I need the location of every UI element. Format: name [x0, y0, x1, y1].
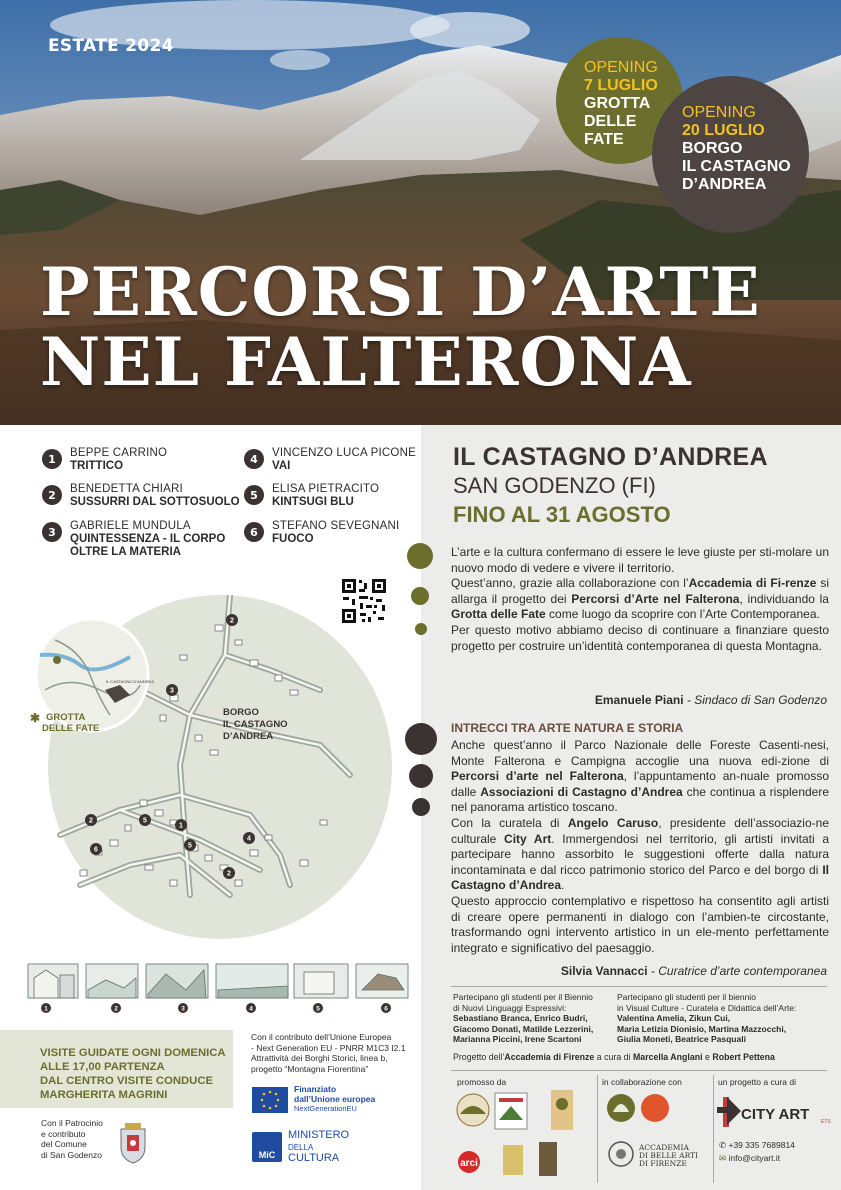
artist-item: [42, 447, 167, 473]
phone-contact[interactable]: ✆ +39 335 7689814: [719, 1140, 795, 1150]
artist-name: STEFANO SEVEGNANI: [272, 520, 400, 532]
map-marker: 2: [230, 617, 234, 625]
artist-number: 6: [244, 522, 264, 542]
collaboration-label: in collaborazione con: [602, 1077, 682, 1087]
artwork-title: OLTRE LA MATERIA: [70, 546, 181, 558]
map-marker: 2: [89, 817, 93, 825]
divider: [451, 986, 827, 987]
ministero-label: CULTURA: [288, 1152, 340, 1164]
map-marker: 4: [247, 835, 251, 843]
eu-line: Attrattività dei Borghi Storici, linea b,: [251, 1053, 388, 1063]
decorative-dot: [407, 543, 433, 569]
opening-place: IL CASTAGNO: [682, 158, 791, 175]
artist-name: BENEDETTA CHIARI: [70, 483, 183, 495]
accademia-label: DI BELLE ARTI: [639, 1151, 699, 1160]
accademia-label: ACCADEMIA: [639, 1143, 689, 1152]
map-label-grotta: DELLE FATE: [42, 723, 100, 734]
divider: [713, 1075, 714, 1183]
artist-number: 5: [244, 485, 264, 505]
map-marker: 2: [227, 870, 231, 878]
mic-icon: MiC: [252, 1132, 282, 1162]
eu-flag-icon: [252, 1087, 288, 1113]
map-label-grotta: GROTTA: [46, 712, 86, 723]
collaborators-logos: [601, 1092, 711, 1187]
opening-date: 7 LUGLIO: [584, 77, 658, 94]
paragraph-text: Per questo motivo abbiamo deciso di continuare a finanziare questo progetto per costruire un’identità contemporanea di questa Montagna.: [451, 622, 829, 653]
signature-mayor: Emanuele Piani - Sindaco di San Godenzo: [594, 693, 827, 707]
opening-place: D’ANDREA: [682, 176, 767, 193]
star-icon: ✱: [30, 711, 41, 725]
email-contact[interactable]: ✉ info@cityart.it: [719, 1153, 781, 1163]
map-marker: 1: [179, 822, 183, 830]
artwork-thumbnails: [26, 960, 410, 1013]
map-label-borgo: IL CASTAGNO: [223, 719, 288, 730]
left-column: [0, 425, 421, 1190]
eu-line: - Next Generation EU - PNRR M1C3 I2.1: [251, 1042, 406, 1053]
artist-item: [42, 520, 225, 559]
decorative-dot: [412, 798, 430, 816]
partner-logo-icon: [641, 1094, 669, 1122]
tour-line: VISITE GUIDATE OGNI DOMENICA: [40, 1047, 226, 1059]
paragraph-text: L’arte e la cultura confermano di essere le leve giuste per sti-molare un nuovo modo di vedere e vivere il territorio.: [451, 545, 829, 575]
hero-banner: [0, 0, 841, 425]
accademia-label: DI FIRENZE: [639, 1159, 687, 1168]
main-paragraph: [451, 738, 829, 956]
artist-name: ELISA PIETRACITO: [272, 483, 380, 495]
ministero-cultura-logo: [252, 1128, 392, 1168]
guided-tours-box: [0, 1030, 233, 1108]
paragraph-text: Quest’anno, grazie alla collaborazione con l’Accademia di Fi-renze si allarga il progetto dei Percorsi d’Arte nel Falterona, individuando la Grotta delle Fate come luogo da scoprire con l’Arte Contemporanea.: [451, 576, 829, 622]
ministero-label: DELLA: [288, 1142, 314, 1152]
patrocinio-text: [41, 1118, 121, 1160]
thumb-number: 1: [44, 1005, 48, 1013]
artist-item: [42, 483, 240, 509]
paragraph-text: Questo approccio contemplativo e rispettoso ha consentito agli artisti di creare opere permanenti in dialogo con l’ambien-te circostante, trasformando ogni intervento artistico in un ele-mento perfettamente integrato e significativo del paesaggio.: [451, 893, 829, 955]
paragraph-text: Con la curatela di Angelo Caruso, presidente dell’associazio-ne culturale City Art. Immergendosi nel territorio, gli artisti invitati a partecipare hanno assorbito le suggestioni offerte dalla natura incontaminata e dal ricco patrimonio storico del Parco e del borgo di Il Castagno d’Andrea.: [451, 815, 829, 893]
artist-name: VINCENZO LUCA PICONE: [272, 447, 416, 459]
divider: [597, 1075, 598, 1183]
season-label: ESTATE 2024: [48, 36, 174, 56]
artist-name: GABRIELE MUNDULA: [70, 520, 191, 532]
city-art-logo: [717, 1093, 837, 1133]
decorative-dot: [411, 587, 429, 605]
eu-funded-label: NextGenerationEU: [294, 1104, 357, 1113]
map-label-borgo: D’ANDREA: [223, 731, 274, 742]
map-marker: 5: [143, 817, 147, 825]
artist-number: 2: [42, 485, 62, 505]
eu-line: Con il contributo dell’Unione Europea: [251, 1032, 392, 1042]
mail-icon: ✉: [719, 1153, 727, 1163]
artwork-title: FUOCO: [272, 533, 314, 545]
map-marker: 3: [170, 687, 174, 695]
artwork-title: TRITTICO: [70, 460, 124, 472]
artist-number: 3: [42, 522, 62, 542]
decorative-dot: [405, 723, 437, 755]
date-range: FINO AL 31 AGOSTO: [453, 502, 671, 527]
eu-funded-label: Finanziato: [294, 1084, 337, 1094]
project-by-label: un progetto a cura di: [718, 1077, 796, 1087]
promoters-logos: [455, 1090, 595, 1185]
project-credit: Progetto dell’Accademia di Firenze a cura di Marcella Anglani e Robert Pettena: [453, 1052, 775, 1062]
opening-label: OPENING: [584, 59, 658, 76]
map-marker: 6: [94, 846, 98, 854]
ets-text: ETS: [821, 1119, 831, 1125]
thumb-number: 4: [249, 1005, 253, 1013]
city-art-text: CITY ART: [741, 1106, 810, 1123]
tour-line: MARGHERITA MAGRINI: [40, 1089, 168, 1101]
eu-contribution-text: [251, 1032, 419, 1074]
intro-paragraph: [451, 545, 829, 654]
thumb-number: 3: [181, 1005, 185, 1013]
svg-text:arci: arci: [460, 1158, 478, 1169]
promoted-by-label: promosso da: [457, 1077, 507, 1087]
section-heading: INTRECCI TRA ARTE NATURA E STORIA: [451, 721, 684, 735]
artwork-title: SUSSURRI DAL SOTTOSUOLO: [70, 496, 240, 508]
artwork-title: VAI: [272, 460, 291, 472]
artist-item: [244, 483, 379, 509]
right-column: [421, 425, 841, 1190]
artwork-title: KINTSUGI BLU: [272, 496, 354, 508]
opening-label: OPENING: [682, 104, 756, 121]
tour-line: ALLE 17,00 PARTENZA: [40, 1061, 165, 1073]
inset-label: IL CASTAGNO D'ANDREA: [106, 679, 154, 684]
crest-logo-icon: [503, 1145, 523, 1175]
location-title: IL CASTAGNO D’ANDREA: [453, 443, 768, 471]
tour-line: DAL CENTRO VISITE CONDUCE: [40, 1075, 214, 1087]
thumb-number: 2: [114, 1005, 118, 1013]
students-group-1: Partecipano gli studenti per il Biennio di Nuovi Linguaggi Espressivi: Sebastiano Branca, Enrico Budri, Giacomo Donati, Matilde Lezzerini, Marianna Piccini, Irene Scartoni: [453, 992, 594, 1044]
students-group-2: Partecipano gli studenti per il biennio in Visual Culture - Curatela e Didattica dell’Arte: Valentina Amelia, Zikun Cui, Maria Letizia Dionisio, Martina Mazzocchi, Giulia Moneti, Beatrice Pasquali: [617, 992, 797, 1044]
eu-line: progetto “Montagna Fiorentina”: [251, 1063, 369, 1074]
artist-item: [244, 447, 416, 473]
divider: [451, 1070, 827, 1071]
signature-curator: Silvia Vannacci - Curatrice d’arte contemporanea: [560, 964, 827, 978]
thumb-number: 6: [384, 1005, 388, 1013]
map-marker: 5: [188, 842, 192, 850]
decorative-dot: [409, 764, 433, 788]
eu-logo: [252, 1085, 402, 1117]
patrocinio-line: del Comune: [41, 1139, 87, 1149]
patrocinio-line: e contributo: [41, 1128, 86, 1139]
artist-number: 4: [244, 449, 264, 469]
artist-item: [244, 520, 399, 546]
village-map: [20, 595, 420, 945]
patrocinio-line: Con il Patrocinio: [41, 1118, 103, 1128]
opening-place: GROTTA: [584, 95, 651, 112]
paragraph-text: Anche quest’anno il Parco Nazionale delle Foreste Casenti-nesi, Monte Falterona e Campigna accoglie una nuova edi-zione di Percorsi d’arte nel Falterona, l’appuntamento an-nuale promosso dalle Associazioni di Castagno d’Andrea che continua a risplendere nel panorama artistico toscano.: [451, 738, 830, 815]
decorative-dot: [415, 623, 427, 635]
opening-badge-borgo: [652, 76, 809, 233]
main-title-line-1: PERCORSI D’ARTE: [40, 253, 761, 331]
parish-logo-icon: [539, 1142, 557, 1176]
map-label-borgo: BORGO: [223, 707, 259, 718]
ministero-label: MINISTERO: [288, 1129, 350, 1141]
artist-number: 1: [42, 449, 62, 469]
opening-place: BORGO: [682, 140, 743, 157]
comune-crest-icon: [115, 1121, 151, 1165]
location-subtitle: SAN GODENZO (FI): [453, 473, 656, 498]
eu-funded-label: dall’Unione europea: [294, 1093, 376, 1104]
main-title-line-2: NEL FALTERONA: [40, 323, 692, 401]
artwork-title: QUINTESSENZA - IL CORPO: [70, 533, 226, 545]
artist-name: BEPPE CARRINO: [70, 447, 168, 459]
thumb-number: 5: [316, 1005, 320, 1013]
opening-place: FATE: [584, 131, 624, 148]
patrocinio-line: di San Godenzo: [41, 1149, 102, 1160]
opening-place: DELLE: [584, 113, 637, 130]
opening-date: 20 LUGLIO: [682, 122, 765, 139]
